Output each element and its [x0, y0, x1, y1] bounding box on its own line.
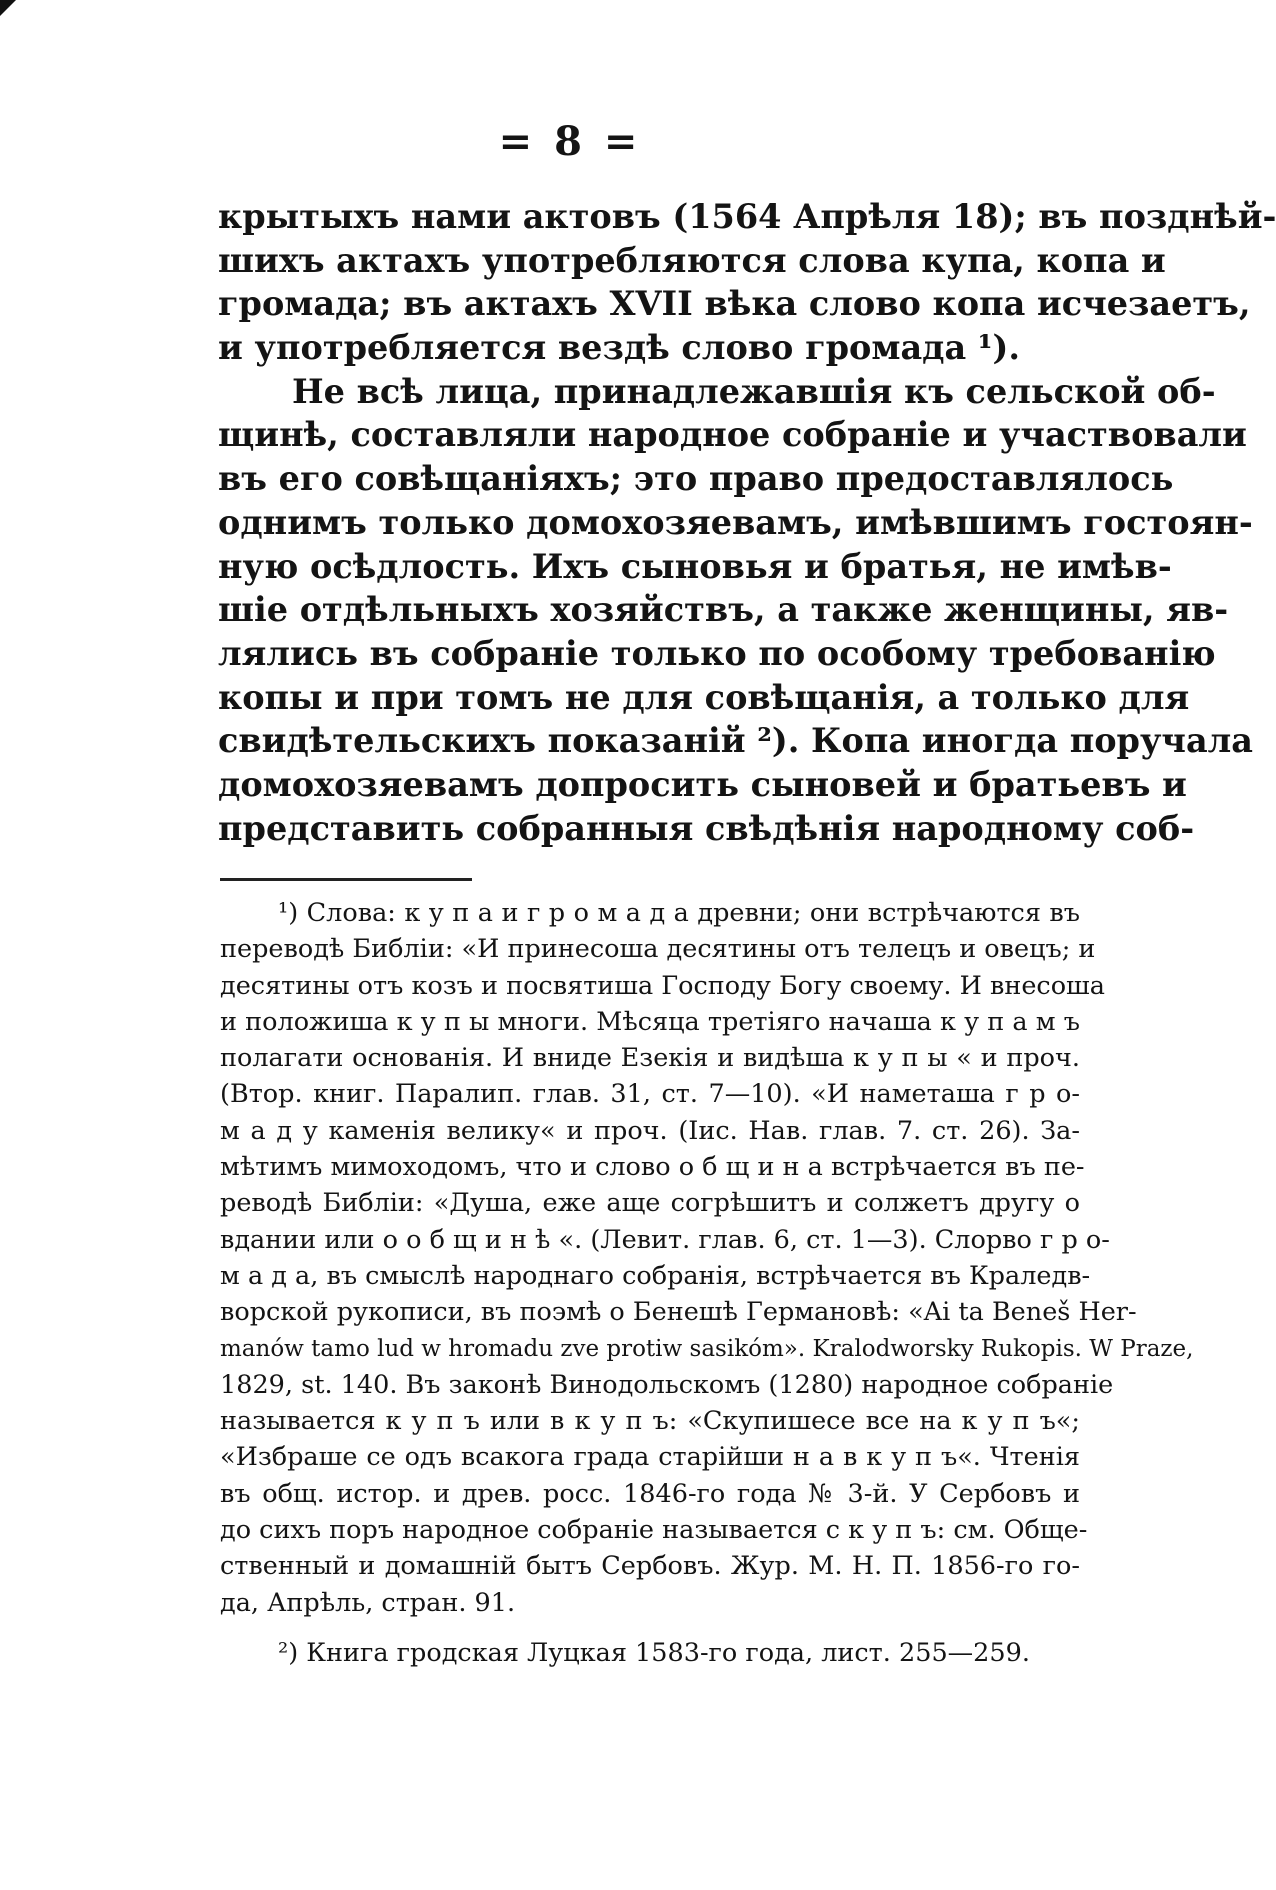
- main-line-5: Не всѣ лица, принадлежавшія къ сельской об-: [292, 371, 1216, 411]
- footnote-1-line-1-text: Слова: к у п а и г р о м а д а древни; они встрѣчаются въ: [306, 898, 1080, 928]
- footnote-1-line-17: въ общ. истор. и древ. росс. 1846-го года № 3-й. У Сербовъ и: [220, 1478, 1080, 1509]
- footnote-1-line-11: м а д а, въ смыслѣ народнаго собранія, встрѣчается въ Краледв-: [220, 1260, 1091, 1291]
- main-line-13: свидѣтельскихъ показаній ²). Копа иногда поручала: [218, 721, 1253, 761]
- main-line-10: шіе отдѣльныхъ хозяйствъ, а также женщины, яв-: [218, 590, 1229, 630]
- main-line-7: въ его совѣщаніяхъ; это право предоставлялось: [218, 459, 1174, 499]
- main-text: [218, 195, 1276, 850]
- footnote-2-text: Книга гродская Луцкая 1583-го года, лист. 255—259.: [306, 1637, 1030, 1668]
- footnote-1-line-16: «Избраше се одъ всакога града старійши н а в к у п ъ«. Чтенія: [220, 1442, 1080, 1473]
- main-line-6: щинѣ, составляли народное собраніе и участвовали: [218, 415, 1247, 455]
- footnote-1-line-15: называется к у п ъ или в к у п ъ: «Скупишесе все на к у п ъ«;: [220, 1406, 1080, 1437]
- footnote-1-line-19: ственный и домашній бытъ Сербовъ. Жур. М. Н. П. 1856-го го-: [220, 1551, 1080, 1582]
- footnote-1-line-12: ворской рукописи, въ поэмѣ о Бенешѣ Германовѣ: «Ai ta Beneš Her-: [220, 1297, 1137, 1328]
- footnote-gap: [220, 1621, 1080, 1635]
- main-line-14: домохозяевамъ допросить сыновей и братьевъ и: [218, 764, 1187, 804]
- footnote-1-line-1: [220, 895, 1080, 931]
- footnote-1-line-18: до сихъ поръ народное собраніе называется с к у п ъ: см. Обще-: [220, 1515, 1088, 1546]
- footnote-separator: [220, 878, 472, 881]
- footnote-1-line-9: реводѣ Библіи: «Душа, еже аще согрѣшитъ и солжетъ другу о: [220, 1188, 1080, 1219]
- footnotes: [220, 895, 1194, 1671]
- main-line-8: однимъ только домохозяевамъ, имѣвшимъ гостоян-: [218, 502, 1253, 542]
- main-line-11: лялись въ собраніе только по особому требованію: [218, 633, 1216, 673]
- main-line-15: представить собранныя свѣдѣнія народному соб-: [218, 808, 1195, 848]
- footnote-1-line-4: и положиша к у п ы многи. Мѣсяца третіяго начаша к у п а м ъ: [220, 1006, 1080, 1037]
- footnote-1-line-8: мѣтимъ мимоходомъ, что и слово о б щ и н а встрѣчается въ пе-: [220, 1152, 1085, 1183]
- footnote-1-line-14: 1829, st. 140. Въ законѣ Винодольскомъ (1280) народное собраніе: [220, 1369, 1114, 1400]
- footnote-1-line-13: manów tamo lud w hromadu zve protiw sasikóm». Kralodworsky Rukopis. W Praze,: [220, 1335, 1194, 1362]
- page-number: = 8 =: [498, 118, 642, 165]
- main-line-12: копы и при томъ не для совѣщанія, а только для: [218, 677, 1190, 717]
- footnote-2-marker: ²): [278, 1637, 299, 1668]
- footnote-1-marker: ¹): [278, 898, 299, 928]
- main-line-1: крытыхъ нами актовъ (1564 Апрѣля 18); въ позднѣй-: [218, 197, 1276, 236]
- main-line-9: ную осѣдлость. Ихъ сыновья и братья, не имѣв-: [218, 546, 1172, 586]
- footnote-2: [220, 1635, 1080, 1671]
- main-line-4: и употребляется вездѣ слово громада ¹).: [218, 328, 1021, 368]
- main-line-3: громада; въ актахъ XVII вѣка слово копа исчезаетъ,: [218, 284, 1251, 324]
- footnote-1-line-20: да, Апрѣль, стран. 91.: [220, 1587, 516, 1618]
- main-line-2: шихъ актахъ употребляются слова купа, копа и: [218, 240, 1166, 280]
- footnote-1-line-6: (Втор. книг. Паралип. глав. 31, ст. 7—10). «И наметаша г р о-: [220, 1079, 1080, 1110]
- footnote-1-line-10: вдании или о о б щ и н ѣ «. (Левит. глав. 6, ст. 1—3). Слорво г р о-: [220, 1224, 1110, 1255]
- footnote-1-line-5: полагати основанія. И вниде Езекія и видѣша к у п ы « и проч.: [220, 1043, 1080, 1074]
- footnote-1-line-2: переводѣ Библіи: «И принесоша десятины отъ телецъ и овецъ; и: [220, 934, 1096, 965]
- footnote-1-line-7: м а д у каменія велику« и проч. (Iис. Нав. глав. 7. ст. 26). За-: [220, 1115, 1080, 1146]
- footnote-1-line-3: десятины отъ козъ и посвятиша Господу Богу своему. И внесоша: [220, 970, 1105, 1001]
- scan-corner-mark: [0, 0, 16, 16]
